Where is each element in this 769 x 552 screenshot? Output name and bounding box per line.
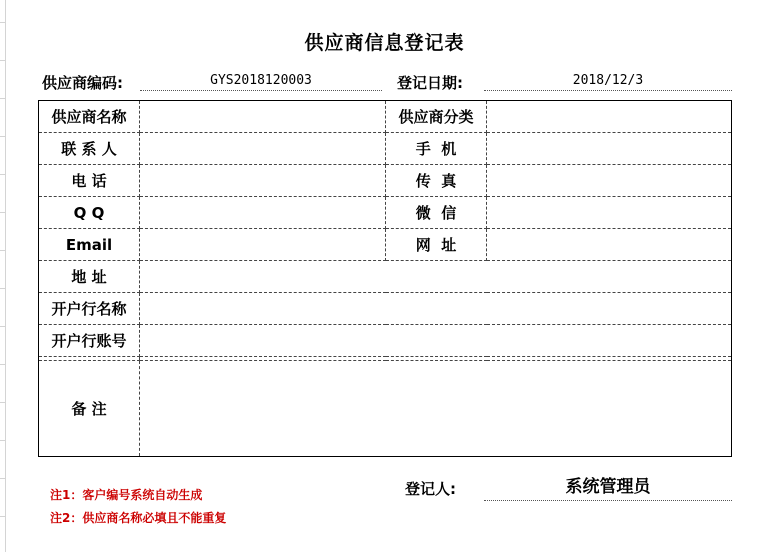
website-label: 网 址 <box>386 229 487 261</box>
contact-input[interactable] <box>140 133 386 165</box>
wechat-label: 微 信 <box>386 197 487 229</box>
address-input[interactable] <box>140 261 732 293</box>
supplier-code-value[interactable]: GYS2018120003 <box>140 70 382 91</box>
table-row <box>39 165 732 197</box>
bank-account-input[interactable] <box>140 325 732 357</box>
email-label: Email <box>39 229 140 261</box>
phone-input[interactable] <box>140 165 386 197</box>
mobile-input[interactable] <box>487 133 732 165</box>
table-row <box>39 261 732 293</box>
phone-label: 电 话 <box>39 165 140 197</box>
table-row <box>39 133 732 165</box>
supplier-form-table <box>38 100 732 457</box>
qq-label: Q Q <box>39 197 140 229</box>
contact-label: 联 系 人 <box>39 133 140 165</box>
fax-input[interactable] <box>487 165 732 197</box>
table-row <box>39 293 732 325</box>
table-row <box>39 361 732 457</box>
bank-name-input[interactable] <box>140 293 732 325</box>
address-label: 地 址 <box>39 261 140 293</box>
remark-label: 备 注 <box>39 361 140 457</box>
fax-label: 传 真 <box>386 165 487 197</box>
registrar-label: 登记人: <box>405 480 456 498</box>
website-input[interactable] <box>487 229 732 261</box>
register-date-label: 登记日期: <box>397 74 463 92</box>
note-1: 注1：客户编号系统自动生成 <box>50 488 203 502</box>
wechat-input[interactable] <box>487 197 732 229</box>
email-input[interactable] <box>140 229 386 261</box>
supplier-name-input[interactable] <box>140 101 386 133</box>
table-row <box>39 101 732 133</box>
register-date-value[interactable]: 2018/12/3 <box>484 70 732 91</box>
supplier-category-input[interactable] <box>487 101 732 133</box>
remark-input[interactable] <box>140 361 732 457</box>
table-row <box>39 229 732 261</box>
registrar-value[interactable]: 系统管理员 <box>484 474 732 501</box>
bank-name-label: 开户行名称 <box>39 293 140 325</box>
mobile-label: 手 机 <box>386 133 487 165</box>
supplier-category-label: 供应商分类 <box>386 101 487 133</box>
note-2: 注2：供应商名称必填且不能重复 <box>50 511 227 525</box>
supplier-code-label: 供应商编码: <box>42 74 123 92</box>
qq-input[interactable] <box>140 197 386 229</box>
supplier-name-label: 供应商名称 <box>39 101 140 133</box>
sheet-gridline <box>0 0 6 552</box>
form-title: 供应商信息登记表 <box>304 32 465 54</box>
table-row <box>39 325 732 357</box>
bank-account-label: 开户行账号 <box>39 325 140 357</box>
table-row <box>39 197 732 229</box>
